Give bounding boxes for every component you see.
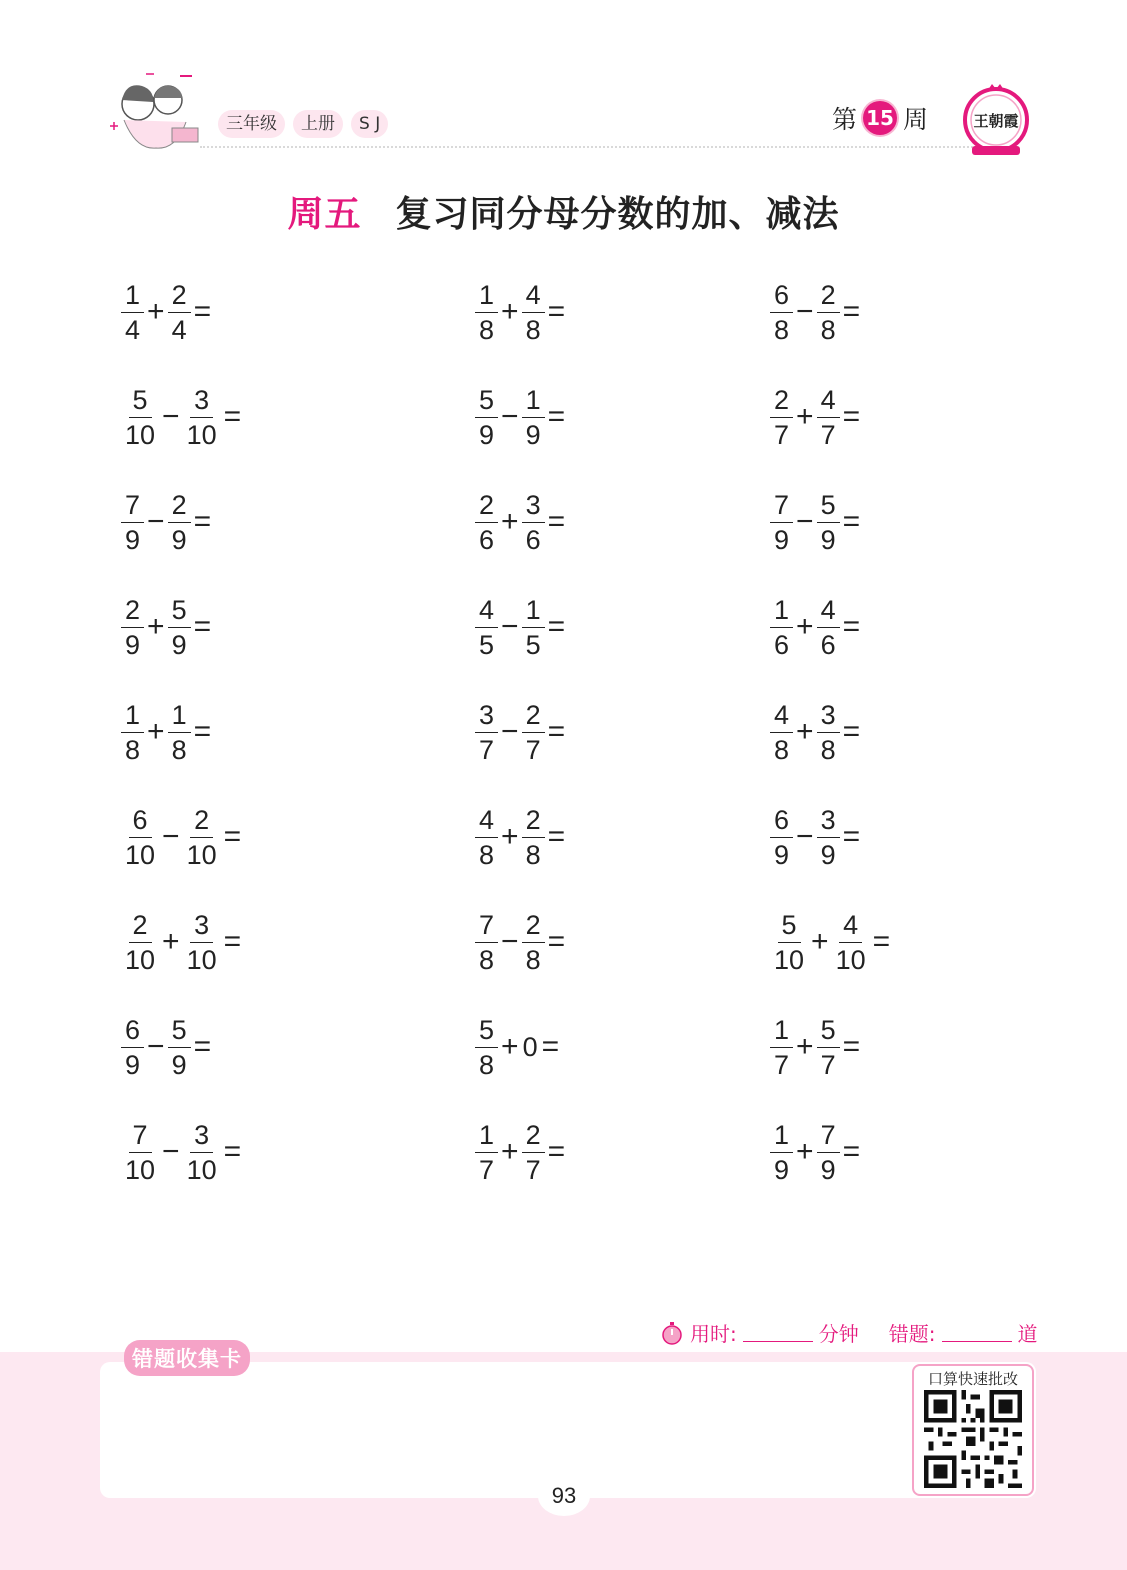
math-problem — [769, 377, 862, 457]
equals-sign: = — [547, 715, 566, 748]
denominator: 4 — [171, 314, 187, 345]
minus-sign: − — [501, 610, 519, 643]
fraction — [121, 383, 159, 452]
volume-tag: 上册 — [293, 110, 343, 138]
minus-sign: − — [796, 295, 814, 328]
fraction — [832, 908, 870, 977]
numerator: 7 — [817, 1118, 840, 1153]
brand-seal-icon — [960, 82, 1032, 160]
math-problem — [120, 587, 213, 667]
numerator: 1 — [770, 1118, 793, 1153]
math-problem — [120, 902, 243, 982]
brand-logo-text: 王朝霞 — [973, 112, 1019, 130]
denominator: 7 — [479, 734, 495, 765]
fraction — [522, 383, 545, 452]
numerator: 2 — [817, 278, 840, 313]
time-blank — [743, 1323, 813, 1342]
plus-sign: + — [796, 1135, 814, 1168]
numerator: 7 — [121, 488, 144, 523]
numerator: 7 — [129, 1118, 152, 1153]
fraction — [121, 593, 144, 662]
week-suffix: 周 — [903, 105, 929, 134]
fraction — [817, 803, 840, 872]
numerator: 1 — [475, 1118, 498, 1153]
equals-sign: = — [223, 400, 242, 433]
fraction — [817, 383, 840, 452]
fraction — [770, 488, 793, 557]
minus-sign: − — [162, 400, 180, 433]
equals-sign: = — [223, 925, 242, 958]
numerator: 2 — [770, 383, 793, 418]
fraction — [522, 1118, 545, 1187]
math-problem — [120, 692, 213, 772]
denominator: 8 — [525, 839, 541, 870]
math-problem — [120, 272, 213, 352]
numerator: 5 — [778, 908, 801, 943]
numerator: 2 — [522, 698, 545, 733]
denominator: 9 — [774, 839, 790, 870]
fraction — [168, 1013, 191, 1082]
denominator: 7 — [525, 734, 541, 765]
fraction — [121, 1118, 159, 1187]
time-label: 用时: — [690, 1322, 737, 1346]
numerator: 5 — [817, 488, 840, 523]
minus-sign: − — [162, 1135, 180, 1168]
denominator: 4 — [125, 314, 141, 345]
denominator: 9 — [525, 419, 541, 450]
equals-sign: = — [842, 715, 861, 748]
denominator: 6 — [774, 629, 790, 660]
numerator: 2 — [522, 1118, 545, 1153]
denominator: 9 — [125, 524, 141, 555]
equals-sign: = — [193, 715, 212, 748]
denominator: 9 — [125, 629, 141, 660]
denominator: 8 — [171, 734, 187, 765]
plus-sign: + — [147, 715, 165, 748]
math-problem — [474, 272, 567, 352]
equals-sign: = — [547, 295, 566, 328]
fraction — [522, 803, 545, 872]
math-problem — [769, 1007, 862, 1087]
denominator: 10 — [774, 944, 805, 975]
fraction — [522, 488, 545, 557]
equals-sign: = — [842, 295, 861, 328]
error-blank — [942, 1323, 1012, 1342]
numerator: 5 — [129, 383, 152, 418]
math-problem — [474, 797, 567, 877]
numerator: 2 — [522, 803, 545, 838]
fraction — [121, 488, 144, 557]
fraction — [168, 278, 191, 347]
fraction — [121, 278, 144, 347]
equals-sign: = — [193, 505, 212, 538]
math-problem — [769, 587, 862, 667]
denominator: 9 — [171, 524, 187, 555]
denominator: 10 — [186, 944, 217, 975]
equals-sign: = — [547, 505, 566, 538]
numerator: 2 — [168, 488, 191, 523]
numerator: 1 — [475, 278, 498, 313]
plus-sign: + — [501, 505, 519, 538]
plus-sign: + — [501, 820, 519, 853]
numerator: 6 — [129, 803, 152, 838]
math-problem — [474, 1007, 561, 1087]
fraction — [475, 1013, 498, 1082]
minus-sign: − — [796, 820, 814, 853]
denominator: 9 — [774, 524, 790, 555]
equals-sign: = — [223, 820, 242, 853]
numerator: 7 — [770, 488, 793, 523]
fraction — [475, 1118, 498, 1187]
denominator: 10 — [125, 839, 156, 870]
denominator: 10 — [186, 419, 217, 450]
denominator: 9 — [171, 1049, 187, 1080]
fraction — [121, 908, 159, 977]
denominator: 8 — [479, 1049, 495, 1080]
numerator: 3 — [190, 1118, 213, 1153]
plus-sign: + — [501, 1030, 519, 1063]
stopwatch-icon — [660, 1321, 684, 1345]
plus-sign: + — [796, 610, 814, 643]
numerator: 1 — [522, 593, 545, 628]
fraction — [121, 1013, 144, 1082]
error-label: 错题: — [888, 1322, 936, 1346]
equals-sign: = — [541, 1030, 560, 1063]
numerator: 1 — [770, 1013, 793, 1048]
page-number: 93 — [538, 1476, 590, 1516]
fraction — [475, 593, 498, 662]
edition-tag: S J — [351, 110, 388, 138]
math-problem — [769, 272, 862, 352]
plus-sign: + — [501, 1135, 519, 1168]
fraction — [522, 698, 545, 767]
denominator: 9 — [820, 524, 836, 555]
denominator: 7 — [774, 1049, 790, 1080]
math-problem — [474, 692, 567, 772]
math-problem — [769, 902, 892, 982]
denominator: 8 — [525, 314, 541, 345]
equals-sign: = — [547, 1135, 566, 1168]
denominator: 10 — [125, 419, 156, 450]
denominator: 7 — [525, 1154, 541, 1185]
fraction — [817, 698, 840, 767]
math-problem — [120, 1112, 243, 1192]
denominator: 6 — [479, 524, 495, 555]
equals-sign: = — [842, 400, 861, 433]
numerator: 6 — [121, 1013, 144, 1048]
title-topic: 复习同分母分数的加、减法 — [395, 194, 840, 235]
qr-caption: 口算快速批改 — [927, 1370, 1018, 1388]
denominator: 9 — [171, 629, 187, 660]
equals-sign: = — [547, 820, 566, 853]
fraction — [475, 698, 498, 767]
fraction — [475, 383, 498, 452]
equals-sign: = — [193, 295, 212, 328]
math-problem — [474, 1112, 567, 1192]
denominator: 10 — [125, 944, 156, 975]
minus-sign: − — [147, 505, 165, 538]
denominator: 10 — [186, 839, 217, 870]
numerator: 1 — [121, 278, 144, 313]
fraction — [475, 488, 498, 557]
denominator: 7 — [774, 419, 790, 450]
error-unit: 道 — [1017, 1322, 1038, 1346]
qr-code-box — [912, 1364, 1034, 1496]
plus-sign: + — [811, 925, 829, 958]
fraction — [183, 803, 221, 872]
kids-illustration — [106, 70, 206, 154]
equals-sign: = — [547, 610, 566, 643]
math-problem — [120, 797, 243, 877]
denominator: 10 — [186, 1154, 217, 1185]
denominator: 9 — [774, 1154, 790, 1185]
fraction — [770, 803, 793, 872]
equals-sign: = — [193, 1030, 212, 1063]
week-prefix: 第 — [832, 105, 858, 134]
equals-sign: = — [547, 400, 566, 433]
fraction — [183, 1118, 221, 1187]
equals-sign: = — [223, 1135, 242, 1168]
math-problem — [769, 797, 862, 877]
math-problem — [474, 377, 567, 457]
denominator: 9 — [820, 839, 836, 870]
numerator: 4 — [839, 908, 862, 943]
fraction — [522, 908, 545, 977]
numerator: 2 — [190, 803, 213, 838]
plus-sign: + — [796, 1030, 814, 1063]
fraction — [522, 593, 545, 662]
fraction — [121, 698, 144, 767]
denominator: 7 — [820, 419, 836, 450]
numerator: 3 — [190, 908, 213, 943]
brand-logo — [960, 82, 1032, 160]
qr-code-icon — [924, 1390, 1022, 1488]
time-unit: 分钟 — [818, 1322, 859, 1346]
denominator: 8 — [774, 314, 790, 345]
fraction — [770, 908, 808, 977]
numerator: 5 — [475, 383, 498, 418]
minus-sign: − — [501, 715, 519, 748]
numerator: 2 — [475, 488, 498, 523]
fraction — [817, 593, 840, 662]
denominator: 9 — [479, 419, 495, 450]
numerator: 6 — [770, 803, 793, 838]
fraction — [168, 593, 191, 662]
denominator: 8 — [525, 944, 541, 975]
title-day: 周五 — [287, 194, 362, 235]
fraction — [183, 383, 221, 452]
numerator: 1 — [121, 698, 144, 733]
numerator: 4 — [475, 803, 498, 838]
fraction — [475, 908, 498, 977]
math-problem — [474, 482, 567, 562]
math-problem — [120, 377, 243, 457]
denominator: 8 — [820, 314, 836, 345]
equals-sign: = — [842, 1135, 861, 1168]
plus-sign: + — [796, 715, 814, 748]
minus-sign: − — [501, 925, 519, 958]
numerator: 3 — [475, 698, 498, 733]
minus-sign: − — [796, 505, 814, 538]
math-problem — [769, 692, 862, 772]
error-card-label: 错题收集卡 — [124, 1340, 250, 1376]
equals-sign: = — [842, 1030, 861, 1063]
numerator: 3 — [522, 488, 545, 523]
minus-sign: − — [147, 1030, 165, 1063]
fraction — [770, 1118, 793, 1187]
denominator: 6 — [820, 629, 836, 660]
numerator: 2 — [522, 908, 545, 943]
numerator: 6 — [770, 278, 793, 313]
fraction — [522, 278, 545, 347]
numerator: 7 — [475, 908, 498, 943]
math-problem — [120, 1007, 213, 1087]
math-problem — [120, 482, 213, 562]
plus-sign: + — [147, 610, 165, 643]
numerator: 5 — [168, 593, 191, 628]
math-problem — [474, 587, 567, 667]
fraction — [770, 383, 793, 452]
numerator: 3 — [817, 803, 840, 838]
denominator: 9 — [125, 1049, 141, 1080]
numerator: 3 — [817, 698, 840, 733]
fraction — [770, 278, 793, 347]
plus-sign: + — [501, 295, 519, 328]
week-number-badge: 15 — [863, 101, 897, 135]
week-indicator — [832, 100, 928, 136]
fraction — [183, 908, 221, 977]
numerator: 4 — [817, 383, 840, 418]
numerator: 4 — [475, 593, 498, 628]
plus-sign: + — [796, 400, 814, 433]
whole-number: 0 — [522, 1032, 538, 1062]
equals-sign: = — [547, 925, 566, 958]
fraction — [770, 698, 793, 767]
minus-sign: − — [162, 820, 180, 853]
fraction — [475, 803, 498, 872]
fraction — [770, 1013, 793, 1082]
numerator: 4 — [522, 278, 545, 313]
fraction — [817, 1013, 840, 1082]
fraction — [817, 278, 840, 347]
numerator: 2 — [168, 278, 191, 313]
page-title — [0, 186, 1127, 237]
numerator: 5 — [475, 1013, 498, 1048]
equals-sign: = — [872, 925, 891, 958]
plus-sign: + — [162, 925, 180, 958]
equals-sign: = — [842, 820, 861, 853]
grade-tags — [218, 110, 388, 138]
plus-sign: + — [147, 295, 165, 328]
denominator: 7 — [820, 1049, 836, 1080]
numerator: 1 — [522, 383, 545, 418]
denominator: 5 — [525, 629, 541, 660]
numerator: 4 — [817, 593, 840, 628]
equals-sign: = — [193, 610, 212, 643]
denominator: 8 — [479, 944, 495, 975]
grade-tag: 三年级 — [218, 110, 285, 138]
fraction — [121, 803, 159, 872]
fraction — [817, 488, 840, 557]
fraction — [770, 593, 793, 662]
header-divider — [200, 146, 980, 148]
denominator: 8 — [125, 734, 141, 765]
equals-sign: = — [842, 610, 861, 643]
minus-sign: − — [501, 400, 519, 433]
math-problem — [474, 902, 567, 982]
fraction — [475, 278, 498, 347]
denominator: 5 — [479, 629, 495, 660]
fraction — [168, 698, 191, 767]
fraction — [817, 1118, 840, 1187]
numerator: 2 — [121, 593, 144, 628]
fraction — [168, 488, 191, 557]
numerator: 4 — [770, 698, 793, 733]
numerator: 3 — [190, 383, 213, 418]
timing-row — [660, 1318, 1038, 1347]
denominator: 8 — [479, 839, 495, 870]
numerator: 1 — [770, 593, 793, 628]
numerator: 5 — [168, 1013, 191, 1048]
denominator: 8 — [774, 734, 790, 765]
math-problem — [769, 482, 862, 562]
denominator: 7 — [479, 1154, 495, 1185]
math-problem — [769, 1112, 862, 1192]
denominator: 8 — [479, 314, 495, 345]
denominator: 9 — [820, 1154, 836, 1185]
numerator: 5 — [817, 1013, 840, 1048]
numerator: 2 — [129, 908, 152, 943]
denominator: 10 — [835, 944, 866, 975]
numerator: 1 — [168, 698, 191, 733]
denominator: 8 — [820, 734, 836, 765]
equals-sign: = — [842, 505, 861, 538]
denominator: 6 — [525, 524, 541, 555]
denominator: 10 — [125, 1154, 156, 1185]
